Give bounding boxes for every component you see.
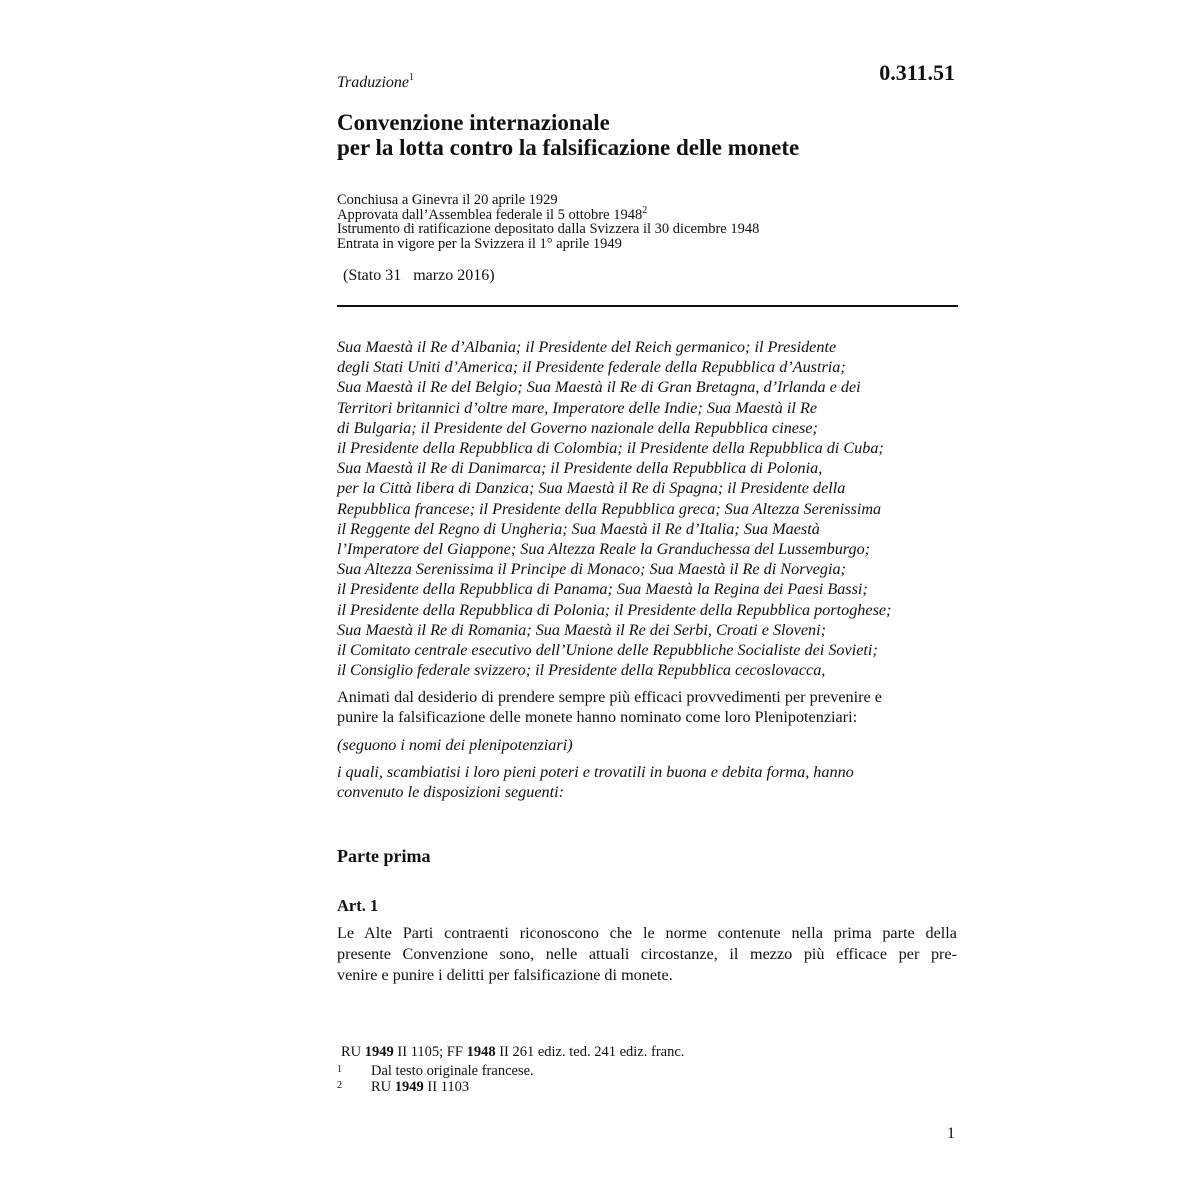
part-title: Parte prima	[337, 846, 431, 866]
document-title	[337, 110, 957, 160]
footnote-1-number: 1	[337, 1064, 342, 1075]
article-line: presente Convenzione sono, nelle attuali circostanze, il mezzo più efficace per pre-	[337, 945, 957, 963]
ref-ff-rest: II 261 ediz. ted. 241 ediz. franc.	[495, 1044, 685, 1060]
footnote-2-rest: II 1103	[423, 1079, 470, 1095]
header-divider	[337, 305, 958, 307]
preamble-line: il Presidente della Repubblica di Polonia; il Presidente della Repubblica portoghese;	[337, 600, 892, 619]
footnote-2	[337, 1079, 534, 1095]
preamble-line: il Consiglio federale svizzero; il Presidente della Repubblica cecoslovacca,	[337, 661, 826, 680]
sr-number: 0.311.51	[879, 60, 955, 85]
preamble-line: il Presidente della Repubblica di Panama; Sua Maestà la Regina dei Paesi Bassi;	[337, 580, 868, 599]
article-line: venire e punire i delitti per falsificazione di monete.	[337, 966, 673, 984]
preamble-line: il Presidente della Repubblica di Colombia; il Presidente della Repubblica di Cuba;	[337, 439, 884, 458]
meta-concluded: Conchiusa a Ginevra il 20 aprile 1929	[337, 192, 558, 208]
title-line-1: Convenzione internazionale	[337, 110, 610, 135]
ref-ff-year: 1948	[466, 1044, 496, 1060]
preamble-line: Sua Maestà il Re d’Albania; il Presidente del Reich germanico; il Presidente	[337, 338, 837, 356]
plenipotentiaries-note: (seguono i nomi dei plenipotenziari)	[337, 736, 573, 754]
article-body	[337, 923, 957, 986]
preamble-line: Repubblica francese; il Presidente della Repubblica greca; Sua Altezza Serenissima	[337, 499, 882, 518]
meta-approved-text: Approvata dall’Assemblea federale il 5 ottobre 1948	[337, 206, 643, 223]
preamble-animati	[337, 687, 882, 727]
footer-reference	[341, 1044, 684, 1061]
footnote-1-text: Dal testo originale francese.	[371, 1063, 534, 1079]
preamble-line: Territori britannici d’oltre mare, Imperatore delle Indie; Sua Maestà il Re	[337, 398, 818, 417]
preamble-line: Sua Maestà il Re di Romania; Sua Maestà il Re dei Serbi, Croati e Sloveni;	[337, 620, 826, 639]
preamble-line: il Comitato centrale esecutivo dell’Unione delle Repubbliche Socialiste dei Sovieti;	[337, 641, 878, 660]
translation-label	[337, 74, 414, 92]
preamble-line: il Reggente del Regno di Ungheria; Sua Maestà il Re d’Italia; Sua Maestà	[337, 519, 820, 538]
quali-line: i quali, scambiatisi i loro pieni poteri e trovatili in buona e debita forma, hanno	[337, 763, 854, 781]
footnote-ref-2[interactable]: 2	[642, 204, 648, 216]
preamble-line: Sua Maestà il Re di Danimarca; il Presidente della Repubblica di Polonia,	[337, 459, 823, 478]
ref-ru-year: 1949	[364, 1044, 394, 1060]
animati-line: Animati dal desiderio di prendere sempre più efficaci provvedimenti per prevenire e	[337, 688, 882, 706]
footnote-1	[337, 1063, 534, 1079]
article-title: Art. 1	[337, 896, 379, 915]
footnotes	[337, 1063, 534, 1095]
preamble-line: Sua Altezza Serenissima il Principe di Monaco; Sua Maestà il Re di Norvegia;	[337, 560, 846, 579]
preamble-line: per la Città libera di Danzica; Sua Maestà il Re di Spagna; il Presidente della	[337, 479, 846, 498]
page-number: 1	[947, 1125, 955, 1142]
meta-ratification: Istrumento di ratificazione depositato dalla Svizzera il 30 dicembre 1948	[337, 221, 760, 237]
preamble-quali	[337, 762, 854, 802]
status-date: (Stato 31 marzo 2016)	[343, 267, 495, 284]
meta-block	[337, 193, 759, 251]
quali-line: convenuto le disposizioni seguenti:	[337, 783, 565, 801]
preamble-line: degli Stati Uniti d’America; il Presidente federale della Repubblica d’Austria;	[337, 358, 846, 377]
preamble-line: l’Imperatore del Giappone; Sua Altezza Reale la Granduchessa del Lussemburgo;	[337, 540, 871, 559]
footnote-2-number: 2	[337, 1080, 342, 1091]
meta-approved	[337, 204, 759, 223]
preamble-line: Sua Maestà il Re del Belgio; Sua Maestà il Re di Gran Bretagna, d’Irlanda e dei	[337, 378, 861, 397]
animati-line: punire la falsificazione delle monete hanno nominato come loro Plenipotenziari:	[337, 708, 858, 726]
translation-label-text: Traduzione	[337, 74, 410, 91]
article-line: Le Alte Parti contraenti riconoscono che le norme contenute nella prima parte della	[337, 924, 957, 942]
preamble-line: di Bulgaria; il Presidente del Governo nazionale della Repubblica cinese;	[337, 418, 818, 437]
ref-ru-rest: II 1105; FF	[393, 1044, 467, 1060]
footnote-2-prefix: RU	[371, 1079, 395, 1095]
preamble-parties	[337, 337, 891, 680]
meta-entry-into-force: Entrata in vigore per la Svizzera il 1° aprile 1949	[337, 235, 622, 252]
footnote-2-year: 1949	[394, 1079, 424, 1095]
footnote-ref-1[interactable]: 1	[409, 72, 415, 83]
ref-ru-prefix: RU	[341, 1044, 365, 1060]
title-line-2: per la lotta contro la falsificazione delle monete	[337, 135, 800, 160]
